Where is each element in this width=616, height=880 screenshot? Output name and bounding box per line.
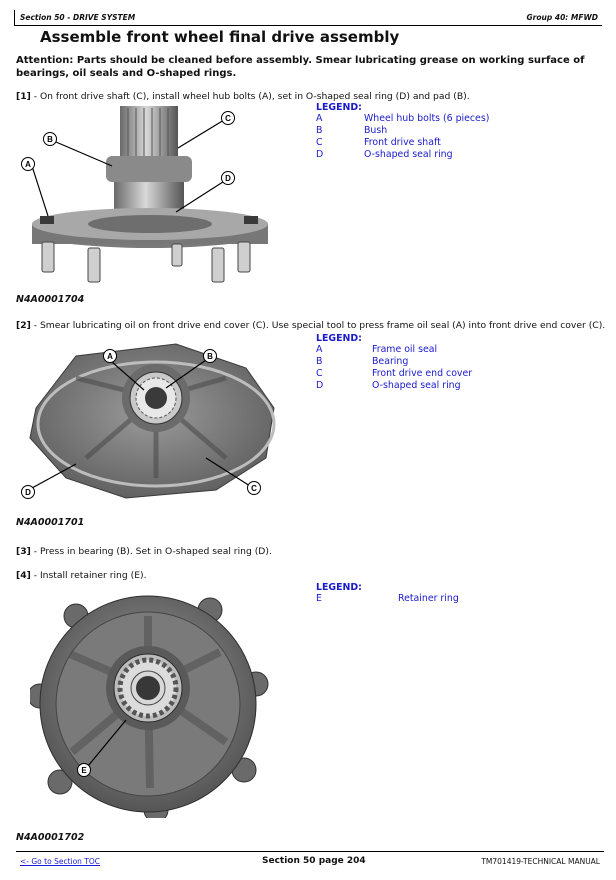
legend-value: Front drive end cover (372, 368, 473, 379)
legend-2 (316, 333, 516, 392)
legend-value: Bush (364, 125, 388, 136)
legend-value: Front drive shaft (364, 137, 441, 148)
header-section: Section 50 - DRIVE SYSTEM (20, 13, 136, 22)
callout-label: E (81, 766, 87, 775)
header-group: Group 40: MFWD (526, 13, 598, 22)
legend-value: Bearing (372, 356, 409, 367)
legend-heading: LEGEND: (316, 333, 362, 344)
step-text: - On front drive shaft (C), install wheel hub bolts (A), set in O-shaped seal ring (D) and pad (B). (30, 91, 470, 102)
step-number: [1] (16, 91, 31, 102)
page-footer (16, 851, 604, 871)
legend-key: A (316, 113, 323, 124)
callout-label: B (207, 352, 213, 361)
figure-front-drive-shaft (16, 104, 296, 292)
figure-id: N4A0001704 (16, 294, 85, 305)
page-header (14, 10, 602, 26)
legend-value: O-shaped seal ring (364, 149, 453, 160)
page-title: Assemble front wheel final drive assembly (40, 28, 400, 46)
step-number: [2] (16, 320, 31, 331)
callout-label: B (47, 135, 53, 144)
step-text: - Smear lubricating oil on front drive end cover (C). Use special tool to press frame oil seal (A) into front drive end cover (C). (30, 320, 606, 331)
legend-key: B (316, 125, 323, 136)
page-number: Section 50 page 204 (262, 856, 366, 866)
header-divider (14, 10, 15, 26)
step-number: [3] (16, 546, 31, 557)
callout-label: C (251, 484, 257, 493)
figure-id: N4A0001701 (16, 517, 85, 528)
step-text: - Press in bearing (B). Set in O-shaped seal ring (D). (30, 546, 272, 557)
legend-key: C (316, 137, 323, 148)
legend-value: Retainer ring (398, 593, 459, 604)
figure-retainer-ring (30, 592, 270, 818)
header-rule (14, 25, 602, 26)
step-2 (16, 320, 605, 331)
legend-1 (316, 102, 516, 161)
step-1 (16, 91, 470, 102)
legend-heading: LEGEND: (316, 102, 362, 113)
legend-value: Frame oil seal (372, 344, 438, 355)
go-to-section-toc-link[interactable]: <- Go to Section TOC (20, 857, 101, 866)
legend-3 (316, 582, 516, 605)
legend-key: A (316, 344, 323, 355)
legend-key: D (316, 380, 324, 391)
legend-key: B (316, 356, 323, 367)
step-text: - Install retainer ring (E). (30, 570, 147, 581)
step-number: [4] (16, 570, 31, 581)
callout-label: A (107, 352, 113, 361)
step-3 (16, 546, 272, 557)
legend-value: O-shaped seal ring (372, 380, 461, 391)
legend-key: D (316, 149, 324, 160)
footer-rule (16, 851, 604, 852)
callout-label: C (225, 114, 231, 123)
step-4 (16, 570, 147, 581)
legend-key: E (316, 593, 322, 604)
legend-key: C (316, 368, 323, 379)
callout-label: D (25, 488, 31, 497)
callout-label: D (225, 174, 231, 183)
legend-heading: LEGEND: (316, 582, 362, 593)
figure-front-drive-end-cover (16, 338, 296, 510)
legend-value: Wheel hub bolts (6 pieces) (364, 113, 490, 124)
manual-id: TM701419-TECHNICAL MANUAL (481, 857, 600, 866)
figure-id: N4A0001702 (16, 832, 85, 843)
callout-label: A (25, 160, 31, 169)
attention-note: Attention: Parts should be cleaned before assembly. Smear lubricating grease on working surface of bearings, oil seals and O-shaped rings. (16, 55, 585, 79)
